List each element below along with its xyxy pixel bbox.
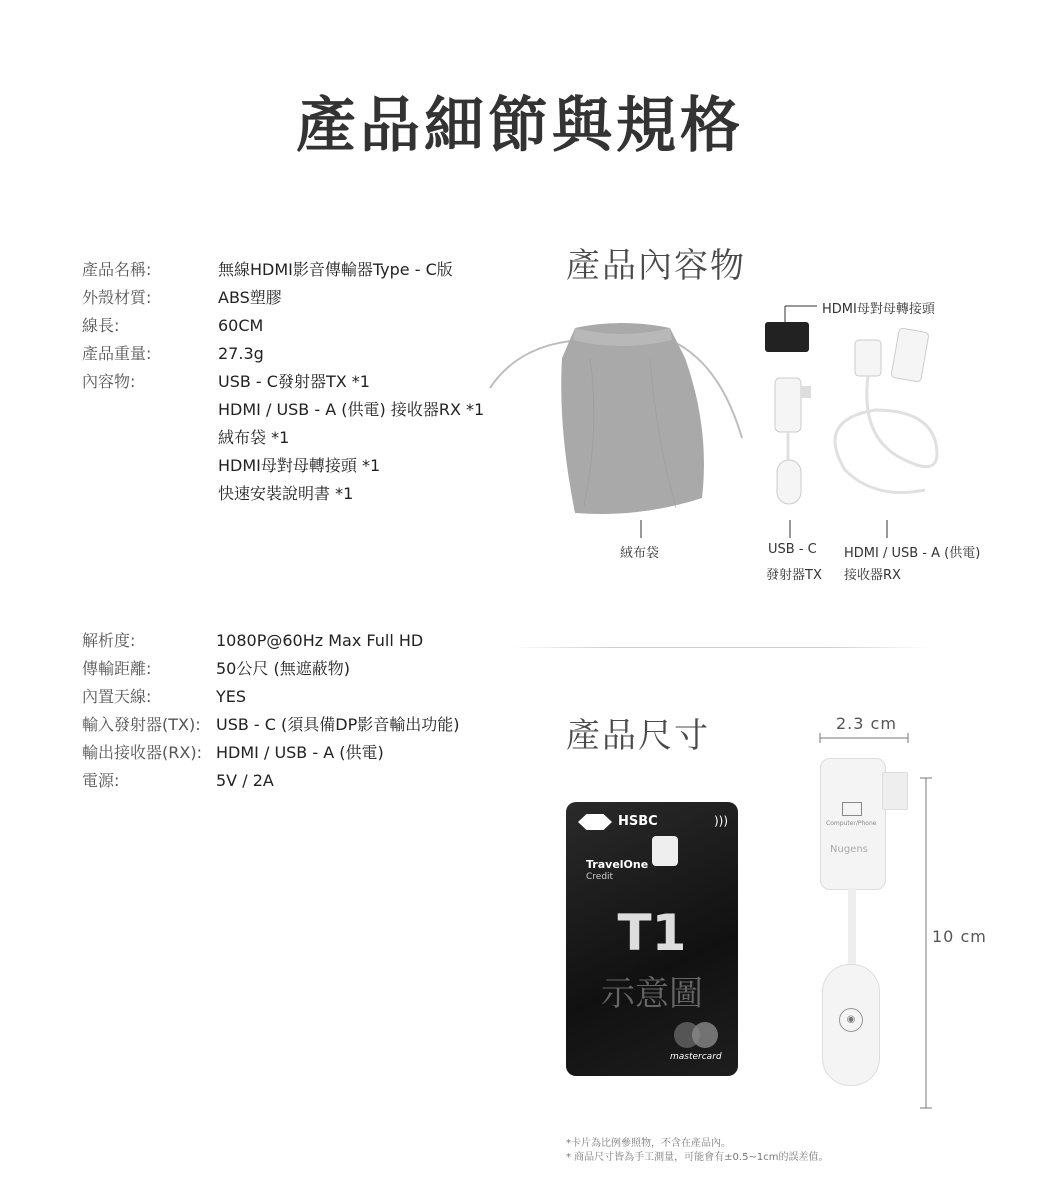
spec-row — [82, 739, 502, 767]
spec-label: 產品名稱: — [82, 260, 152, 279]
note-2: * 商品尺寸皆為手工測量，可能會有±0.5~1cm的誤差值。 — [566, 1152, 829, 1163]
card-network: mastercard — [670, 1052, 722, 1062]
usb-c-plug — [882, 772, 908, 810]
devices-image — [755, 300, 955, 520]
spec-value: 5V / 2A — [216, 771, 274, 790]
spec-label: 內容物: — [82, 372, 136, 391]
hsbc-logo-icon — [578, 814, 612, 830]
spec-row — [82, 424, 502, 452]
card-logo: T1 — [617, 904, 687, 962]
wireless-icon: ◉ — [839, 1008, 863, 1032]
card-bank: HSBC — [618, 814, 658, 829]
spec-label: 解析度: — [82, 631, 136, 650]
spec-value: USB - C (須具備DP影音輸出功能) — [216, 715, 460, 734]
device-brand: Nugens — [830, 844, 868, 855]
spec-value: 60CM — [218, 316, 264, 335]
spec-value: HDMI / USB - A (供電) — [216, 743, 384, 762]
reference-card — [566, 802, 738, 1076]
card-watermark: 示意圖 — [601, 974, 703, 1014]
spec-value: HDMI / USB - A (供電) 接收器RX *1 — [218, 400, 485, 419]
pouch-image — [480, 318, 750, 518]
spec-row — [82, 256, 502, 284]
spec-row — [82, 711, 502, 739]
spec-row — [82, 396, 502, 424]
contents-title: 產品內容物 — [566, 246, 746, 286]
tx-label-line2: 發射器TX — [766, 568, 822, 583]
pouch-label: 絨布袋 — [620, 546, 660, 561]
spec-row — [82, 340, 502, 368]
rx-pointer — [886, 520, 888, 540]
chip-icon — [652, 836, 678, 866]
spec-label: 傳輸距離: — [82, 659, 152, 678]
spec-row — [82, 627, 502, 655]
spec-label: 外殼材質: — [82, 288, 152, 307]
tx-pointer — [789, 520, 791, 540]
monitor-icon — [842, 802, 862, 816]
spec-label: 輸出接收器(RX): — [82, 743, 202, 762]
spec-label: 內置天線: — [82, 687, 152, 706]
tech-specs — [82, 627, 502, 795]
contactless-icon: ))) — [714, 814, 729, 828]
width-value: 2.3 cm — [836, 714, 897, 733]
rx-label-line2: 接收器RX — [844, 568, 901, 583]
height-dimension-line — [920, 778, 932, 1110]
mastercard-logo-icon — [674, 1022, 718, 1048]
spec-row — [82, 312, 502, 340]
height-value: 10 cm — [932, 927, 987, 946]
spec-row — [82, 284, 502, 312]
spec-value: 快速安裝說明書 *1 — [218, 484, 354, 503]
adapter-label: HDMI母對母轉接頭 — [822, 302, 935, 317]
spec-row — [82, 480, 502, 508]
spec-label: 線長: — [82, 316, 120, 335]
spec-value: 絨布袋 *1 — [218, 428, 290, 447]
spec-label: 輸入發射器(TX): — [82, 715, 201, 734]
spec-value: HDMI母對母轉接頭 *1 — [218, 456, 381, 475]
pouch-pointer — [640, 520, 642, 540]
note-1: *卡片為比例參照物，不含在產品內。 — [566, 1138, 731, 1149]
page-title: 產品細節與規格 — [296, 91, 744, 161]
basic-specs — [82, 256, 502, 508]
spec-value: ABS塑膠 — [218, 288, 282, 307]
tx-label-line1: USB - C — [768, 542, 817, 557]
spec-label: 產品重量: — [82, 344, 152, 363]
spec-value: USB - C發射器TX *1 — [218, 372, 370, 391]
spec-value: 無線HDMI影音傳輸器Type - C版 — [218, 260, 453, 279]
spec-row — [82, 767, 502, 795]
spec-label: 電源: — [82, 771, 120, 790]
tx-cable — [848, 888, 856, 964]
spec-row — [82, 368, 502, 396]
section-divider — [510, 647, 930, 648]
spec-value: 27.3g — [218, 344, 264, 363]
tx-device-image — [820, 758, 910, 1084]
spec-value: YES — [216, 687, 247, 706]
spec-row — [82, 683, 502, 711]
card-product-line2: Credit — [586, 872, 614, 882]
device-text1: Computer/Phone — [826, 820, 877, 827]
width-dimension-line — [820, 733, 910, 743]
spec-row — [82, 655, 502, 683]
rx-label-line1: HDMI / USB - A (供電) — [844, 546, 981, 561]
card-product-line1: TravelOne — [586, 858, 649, 871]
dimensions-title: 產品尺寸 — [566, 716, 710, 756]
spec-row — [82, 452, 502, 480]
spec-value: 50公尺 (無遮蔽物) — [216, 659, 350, 678]
spec-value: 1080P@60Hz Max Full HD — [216, 631, 424, 650]
